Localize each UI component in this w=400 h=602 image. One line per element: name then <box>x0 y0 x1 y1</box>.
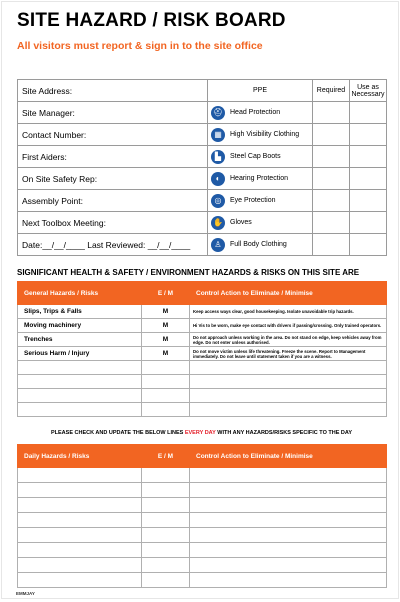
ear-muffs-icon: ◐ <box>211 172 225 186</box>
ppe-item <box>208 146 313 168</box>
use-as-necessary-cell[interactable] <box>350 146 387 168</box>
ppe-label: High Visibility Clothing <box>230 131 300 138</box>
assembly-point-field[interactable]: Assembly Point: <box>18 190 208 212</box>
required-cell[interactable] <box>313 124 350 146</box>
ppe-label: Head Protection <box>230 109 281 116</box>
required-cell[interactable] <box>313 234 350 256</box>
safety-rep-field[interactable]: On Site Safety Rep: <box>18 168 208 190</box>
site-info-table <box>17 79 387 256</box>
ppe-item <box>208 168 313 190</box>
hazard-cell[interactable]: Serious Harm / Injury <box>18 347 142 361</box>
notice-highlight: EVERY DAY <box>184 430 216 436</box>
use-as-necessary-cell[interactable] <box>350 168 387 190</box>
hazard-cell[interactable]: Trenches <box>18 333 142 347</box>
ppe-label: Hearing Protection <box>230 175 288 182</box>
em-cell[interactable]: M <box>142 347 190 361</box>
contact-number-field[interactable]: Contact Number: <box>18 124 208 146</box>
required-cell[interactable] <box>313 102 350 124</box>
ppe-label: Eye Protection <box>230 197 276 204</box>
ppe-item <box>208 124 313 146</box>
use-as-necessary-header: Use as Necessary <box>350 80 387 102</box>
empty-row[interactable] <box>18 513 387 528</box>
required-cell[interactable] <box>313 168 350 190</box>
daily-em-column-header: E / M <box>142 445 190 468</box>
table-row <box>18 333 387 347</box>
daily-hazard-column-header: Daily Hazards / Risks <box>18 445 142 468</box>
ppe-item <box>208 190 313 212</box>
info-row <box>18 212 387 234</box>
goggles-icon: ◎ <box>211 194 225 208</box>
empty-row[interactable] <box>18 528 387 543</box>
daily-control-column-header: Control Action to Eliminate / Minimise <box>190 445 387 468</box>
empty-row[interactable] <box>18 558 387 573</box>
required-cell[interactable] <box>313 146 350 168</box>
info-row <box>18 146 387 168</box>
first-aiders-field[interactable]: First Aiders: <box>18 146 208 168</box>
ppe-header: PPE <box>208 80 313 102</box>
table-row <box>18 347 387 361</box>
table-header-row <box>18 445 387 468</box>
use-as-necessary-cell[interactable] <box>350 234 387 256</box>
hard-hat-icon: ⛑ <box>211 106 225 120</box>
control-cell[interactable]: Keep access ways clear, good housekeeping. Isolate unavoidable trip hazards. <box>190 305 387 319</box>
ppe-item <box>208 102 313 124</box>
use-as-necessary-cell[interactable] <box>350 190 387 212</box>
overalls-icon: ♙ <box>211 238 225 252</box>
hazard-cell[interactable]: Moving machinery <box>18 319 142 333</box>
site-address-field[interactable]: Site Address: <box>18 80 208 102</box>
table-row <box>18 305 387 319</box>
empty-row[interactable] <box>18 483 387 498</box>
use-as-necessary-cell[interactable] <box>350 124 387 146</box>
hazard-board <box>2 2 398 598</box>
em-cell[interactable]: M <box>142 333 190 347</box>
info-row <box>18 234 387 256</box>
required-cell[interactable] <box>313 212 350 234</box>
ppe-label: Steel Cap Boots <box>230 153 281 160</box>
empty-row[interactable] <box>18 498 387 513</box>
table-header-row <box>18 282 387 305</box>
em-column-header: E / M <box>142 282 190 305</box>
ppe-label: Gloves <box>230 219 252 226</box>
control-cell[interactable]: Hi Vis to be worn, make eye contact with drivers if passing/crossing. Only trained operators. <box>190 319 387 333</box>
general-hazards-table <box>17 281 387 417</box>
section-title: SIGNIFICANT HEALTH & SAFETY / ENVIRONMENT HAZARDS & RISKS ON THIS SITE ARE <box>17 268 360 277</box>
empty-row[interactable] <box>18 389 387 403</box>
empty-row[interactable] <box>18 543 387 558</box>
ppe-label: Full Body Clothing <box>230 241 287 248</box>
info-row <box>18 190 387 212</box>
empty-row[interactable] <box>18 573 387 588</box>
control-column-header: Control Action to Eliminate / Minimise <box>190 282 387 305</box>
glove-icon: ✋ <box>211 216 225 230</box>
control-cell[interactable]: Do not move victim unless life threatening. Freeze the scene. Report to Management immediately. Do not leave until statement taken if you are a witness. <box>190 347 387 361</box>
use-as-necessary-cell[interactable] <box>350 102 387 124</box>
required-header: Required <box>313 80 350 102</box>
table-row <box>18 319 387 333</box>
info-row <box>18 80 387 102</box>
daily-update-notice <box>17 430 386 436</box>
page-title: SITE HAZARD / RISK BOARD <box>17 10 286 31</box>
hazard-cell[interactable]: Slips, Trips & Falls <box>18 305 142 319</box>
ppe-item <box>208 212 313 234</box>
empty-row[interactable] <box>18 468 387 483</box>
em-cell[interactable]: M <box>142 305 190 319</box>
required-cell[interactable] <box>313 190 350 212</box>
control-cell[interactable]: Do not approach unless working in the area. Do not stand on edge, keep vehicles away from edge. Do not enter unless authorised. <box>190 333 387 347</box>
empty-row[interactable] <box>18 375 387 389</box>
notice-text: WITH ANY HAZARDS/RISKS SPECIFIC TO THE DAY <box>215 430 353 436</box>
hi-vis-vest-icon: ▦ <box>211 128 225 142</box>
empty-row[interactable] <box>18 403 387 417</box>
daily-hazards-table <box>17 444 387 588</box>
page-subtitle: All visitors must report & sign in to the site office <box>17 40 263 52</box>
info-row <box>18 102 387 124</box>
boot-icon: ▙ <box>211 150 225 164</box>
em-cell[interactable]: M <box>142 319 190 333</box>
empty-row[interactable] <box>18 361 387 375</box>
hazard-column-header: General Hazards / Risks <box>18 282 142 305</box>
info-row <box>18 124 387 146</box>
info-row <box>18 168 387 190</box>
site-manager-field[interactable]: Site Manager: <box>18 102 208 124</box>
notice-text: PLEASE CHECK AND UPDATE THE BELOW LINES <box>50 430 185 436</box>
use-as-necessary-cell[interactable] <box>350 212 387 234</box>
brand-logo: EMMJAY <box>16 591 35 596</box>
ppe-item <box>208 234 313 256</box>
date-reviewed-field[interactable]: Date:__/__/____ Last Reviewed: __/__/____ <box>18 234 208 256</box>
toolbox-meeting-field[interactable]: Next Toolbox Meeting: <box>18 212 208 234</box>
